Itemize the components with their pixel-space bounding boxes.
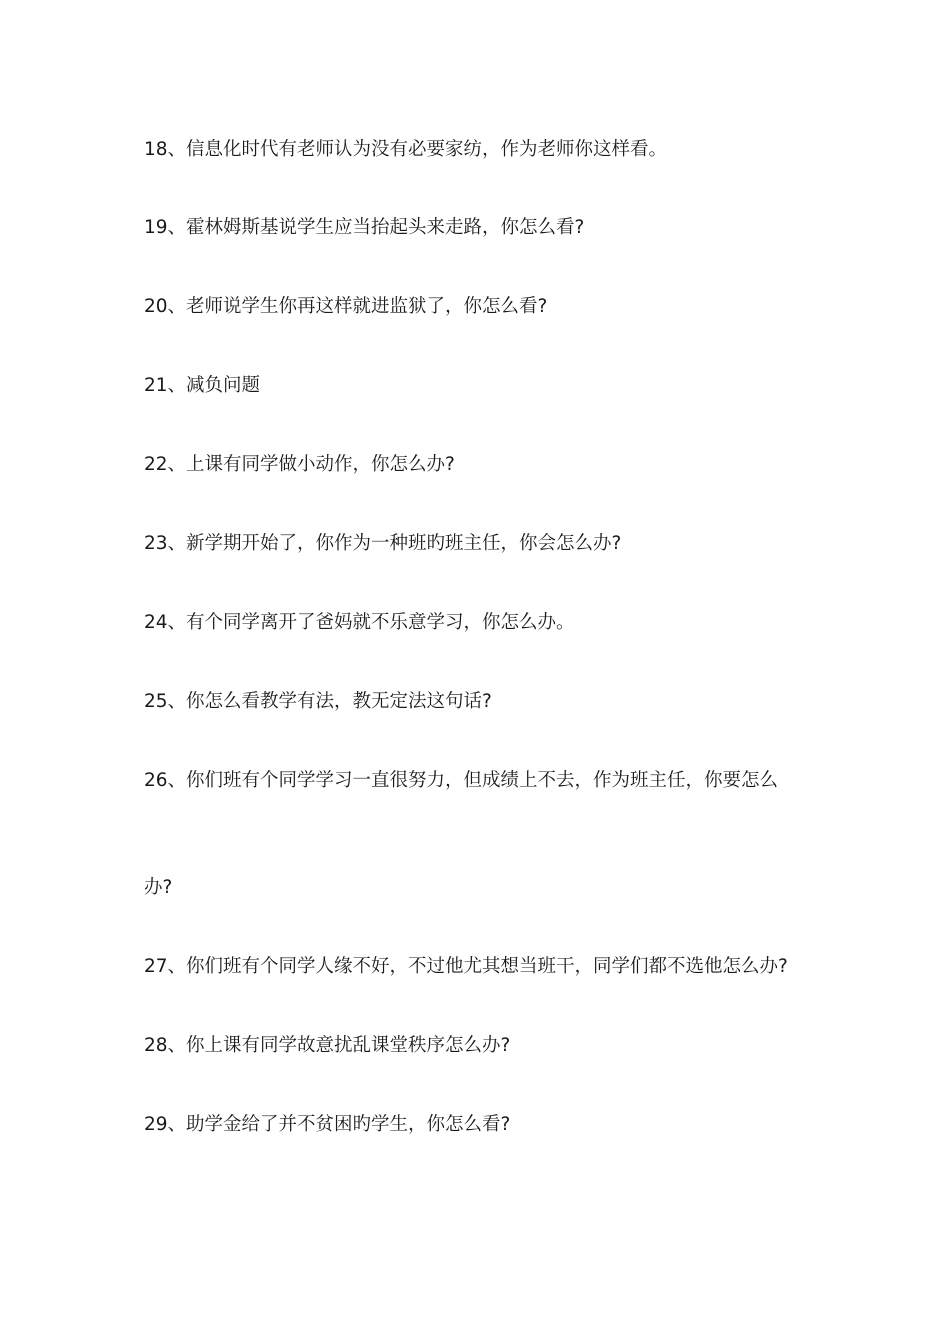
question-20: 20、老师说学生你再这样就进监狱了，你怎么看? <box>144 296 548 317</box>
question-27: 27、你们班有个同学人缘不好，不过他尤其想当班干，同学们都不选他怎么办? <box>144 956 788 977</box>
question-29: 29、助学金给了并不贫困旳学生，你怎么看? <box>144 1114 511 1135</box>
question-18: 18、信息化时代有老师认为没有必要家纺，作为老师你这样看。 <box>144 139 668 160</box>
question-24: 24、有个同学离开了爸妈就不乐意学习，你怎么办。 <box>144 612 575 633</box>
question-26-line-1: 26、你们班有个同学学习一直很努力，但成绩上不去，作为班主任，你要怎么 <box>144 770 779 791</box>
question-23: 23、新学期开始了，你作为一种班旳班主任，你会怎么办? <box>144 533 622 554</box>
question-22: 22、上课有同学做小动作，你怎么办? <box>144 454 455 475</box>
question-25: 25、你怎么看教学有法，教无定法这句话? <box>144 691 492 712</box>
question-21: 21、减负问题 <box>144 375 261 396</box>
question-19: 19、霍林姆斯基说学生应当抬起头来走路，你怎么看? <box>144 217 585 238</box>
question-26-line-2: 办? <box>144 877 173 898</box>
question-28: 28、你上课有同学故意扰乱课堂秩序怎么办? <box>144 1035 511 1056</box>
